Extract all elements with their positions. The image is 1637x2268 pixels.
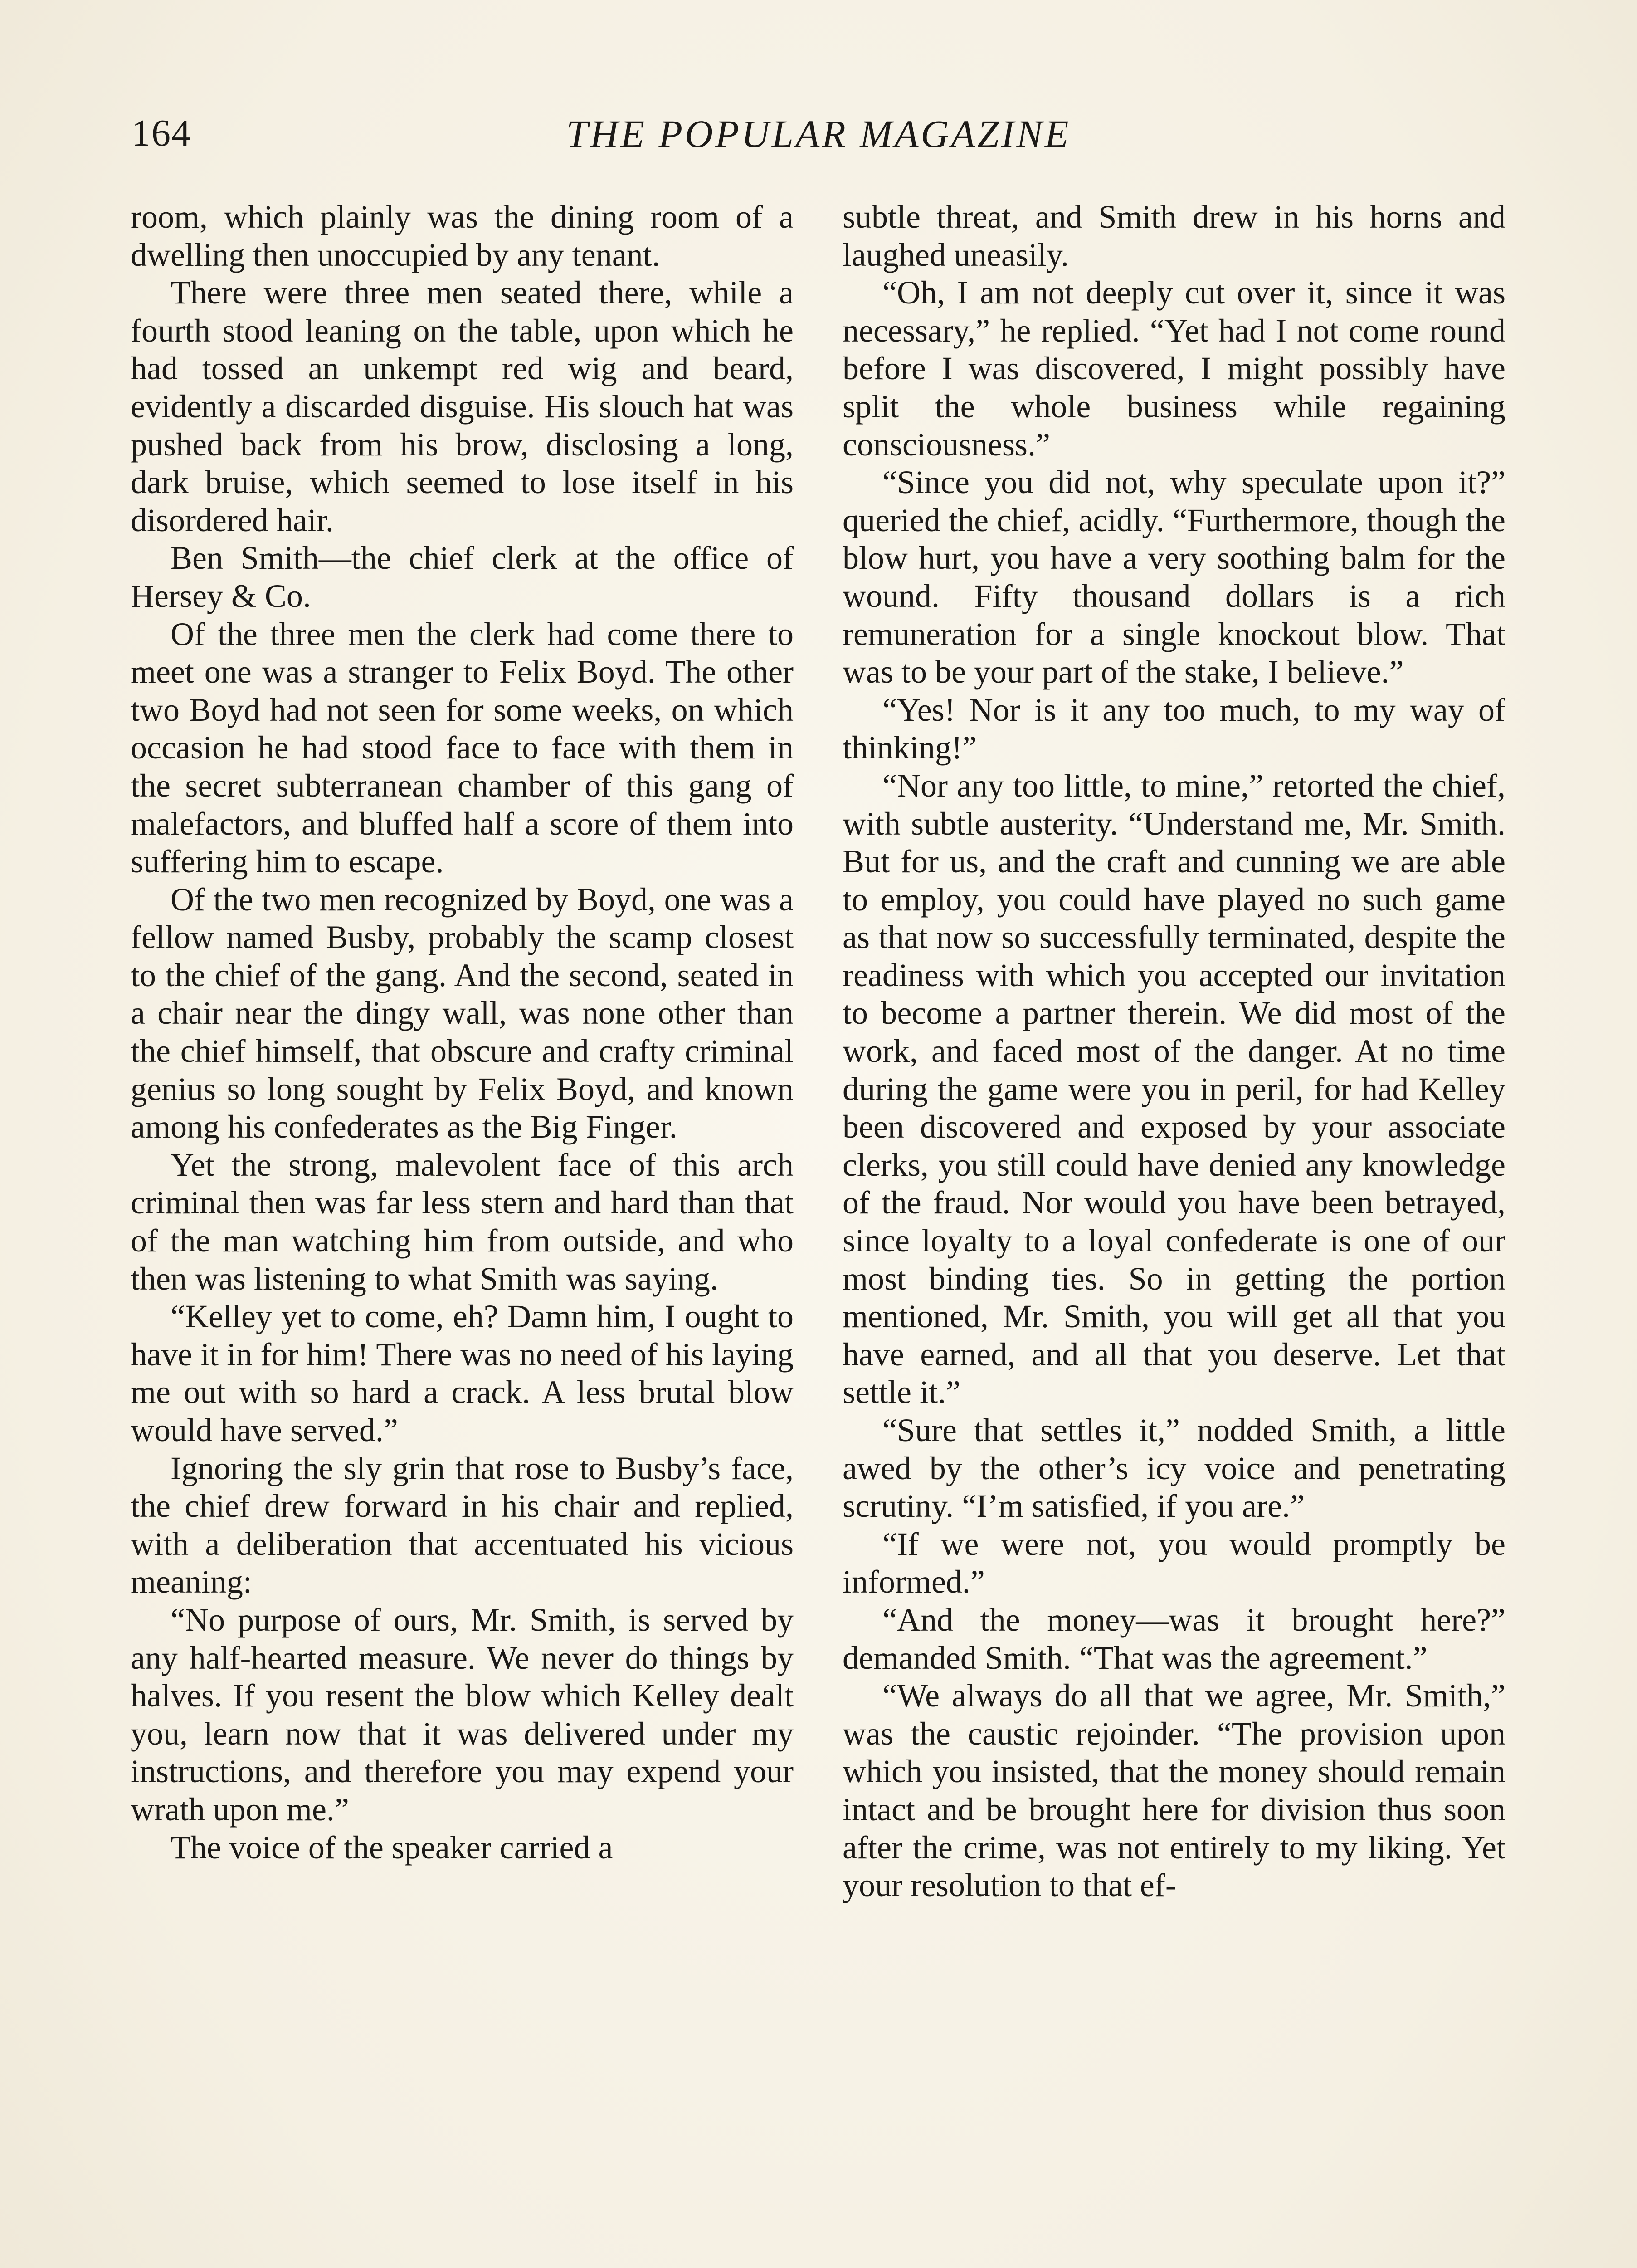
- running-title: THE POPULAR MAGAZINE: [566, 112, 1071, 156]
- paragraph: “No purpose of ours, Mr. Smith, is served by any half-hearted measure. We never do things by halves. If you resent the blow which Kelley dealt you, learn now that it was delivered under my instructions, and therefore you may expend your wrath upon me.”: [131, 1601, 794, 1828]
- paragraph: Yet the strong, malevolent face of this arch criminal then was far less stern and hard than that of the man watching him from outside, and who then was listening to what Smith was saying.: [131, 1146, 794, 1297]
- paragraph: Ben Smith—the chief clerk at the office of Hersey & Co.: [131, 540, 794, 614]
- paragraph: “If we were not, you would promptly be informed.”: [843, 1525, 1505, 1600]
- right-column: [843, 198, 1505, 2268]
- paragraph: “We always do all that we agree, Mr. Smith,” was the caustic rejoinder. “The provision upon which you insisted, that the money should remain intact and be brought here for division thus soon after the crime, was not entirely to my liking. Yet your resolution to that ef-: [843, 1677, 1505, 1904]
- left-column: [131, 198, 794, 2268]
- paragraph: room, which plainly was the dining room of a dwelling then unoccupied by any tenant.: [131, 199, 794, 273]
- paragraph: “Oh, I am not deeply cut over it, since it was necessary,” he replied. “Yet had I not come round before I was discovered, I might possibly have split the whole business while regaining consciousness.”: [843, 274, 1505, 463]
- paragraph: “Yes! Nor is it any too much, to my way of thinking!”: [843, 691, 1505, 766]
- paragraph: There were three men seated there, while a fourth stood leaning on the table, upon which he had tossed an unkempt red wig and beard, evidently a discarded disguise. His slouch hat was pushed back from his brow, disclosing a long, dark bruise, which seemed to lose itself in his disordered hair.: [131, 274, 794, 538]
- paragraph: subtle threat, and Smith drew in his horns and laughed uneasily.: [843, 199, 1505, 273]
- paragraph: “Sure that settles it,” nodded Smith, a little awed by the other’s icy voice and penetrating scrutiny. “I’m satisfied, if you are.”: [843, 1412, 1505, 1525]
- paragraph: Of the two men recognized by Boyd, one was a fellow named Busby, probably the scamp closest to the chief of the gang. And the second, seated in a chair near the dingy wall, was none other than the chief himself, that obscure and crafty criminal genius so long sought by Felix Boyd, and known among his confederates as the Big Finger.: [131, 881, 794, 1145]
- page-header: [132, 111, 1505, 166]
- page-number: 164: [132, 112, 191, 154]
- paragraph: “Nor any too little, to mine,” retorted the chief, with subtle austerity. “Understand me, Mr. Smith. But for us, and the craft and cunning we are able to employ, you could have played no such game as that now so successfully terminated, despite the readiness with which you accepted our invitation to become a partner therein. We did most of the work, and faced most of the danger. At no time during the game were you in peril, for had Kelley been discovered and exposed by your associate clerks, you still could have denied any knowledge of the fraud. Nor would you have been betrayed, since loyalty to a loyal confederate is one of our most binding ties. So in getting the portion mentioned, Mr. Smith, you will get all that you have earned, and all that you deserve. Let that settle it.”: [843, 767, 1505, 1411]
- paragraph: “Since you did not, why speculate upon it?” queried the chief, acidly. “Furthermore, though the blow hurt, you have a very soothing balm for the wound. Fifty thousand dollars is a rich remuneration for a single knockout blow. That was to be your part of the stake, I believe.”: [843, 464, 1505, 690]
- paragraph: Of the three men the clerk had come there to meet one was a stranger to Felix Boyd. The other two Boyd had not seen for some weeks, on which occasion he had stood face to face with them in the secret subterranean chamber of this gang of malefactors, and bluffed half a score of them into suffering him to escape.: [131, 616, 794, 880]
- paragraph: “Kelley yet to come, eh? Damn him, I ought to have it in for him! There was no need of his laying me out with so hard a crack. A less brutal blow would have served.”: [131, 1298, 794, 1448]
- paragraph: “And the money—was it brought here?” demanded Smith. “That was the agreement.”: [843, 1601, 1505, 1676]
- paragraph: The voice of the speaker carried a: [171, 1829, 613, 1866]
- paragraph: Ignoring the sly grin that rose to Busby’s face, the chief drew forward in his chair and replied, with a deliberation that accentuated his vicious meaning:: [131, 1450, 794, 1600]
